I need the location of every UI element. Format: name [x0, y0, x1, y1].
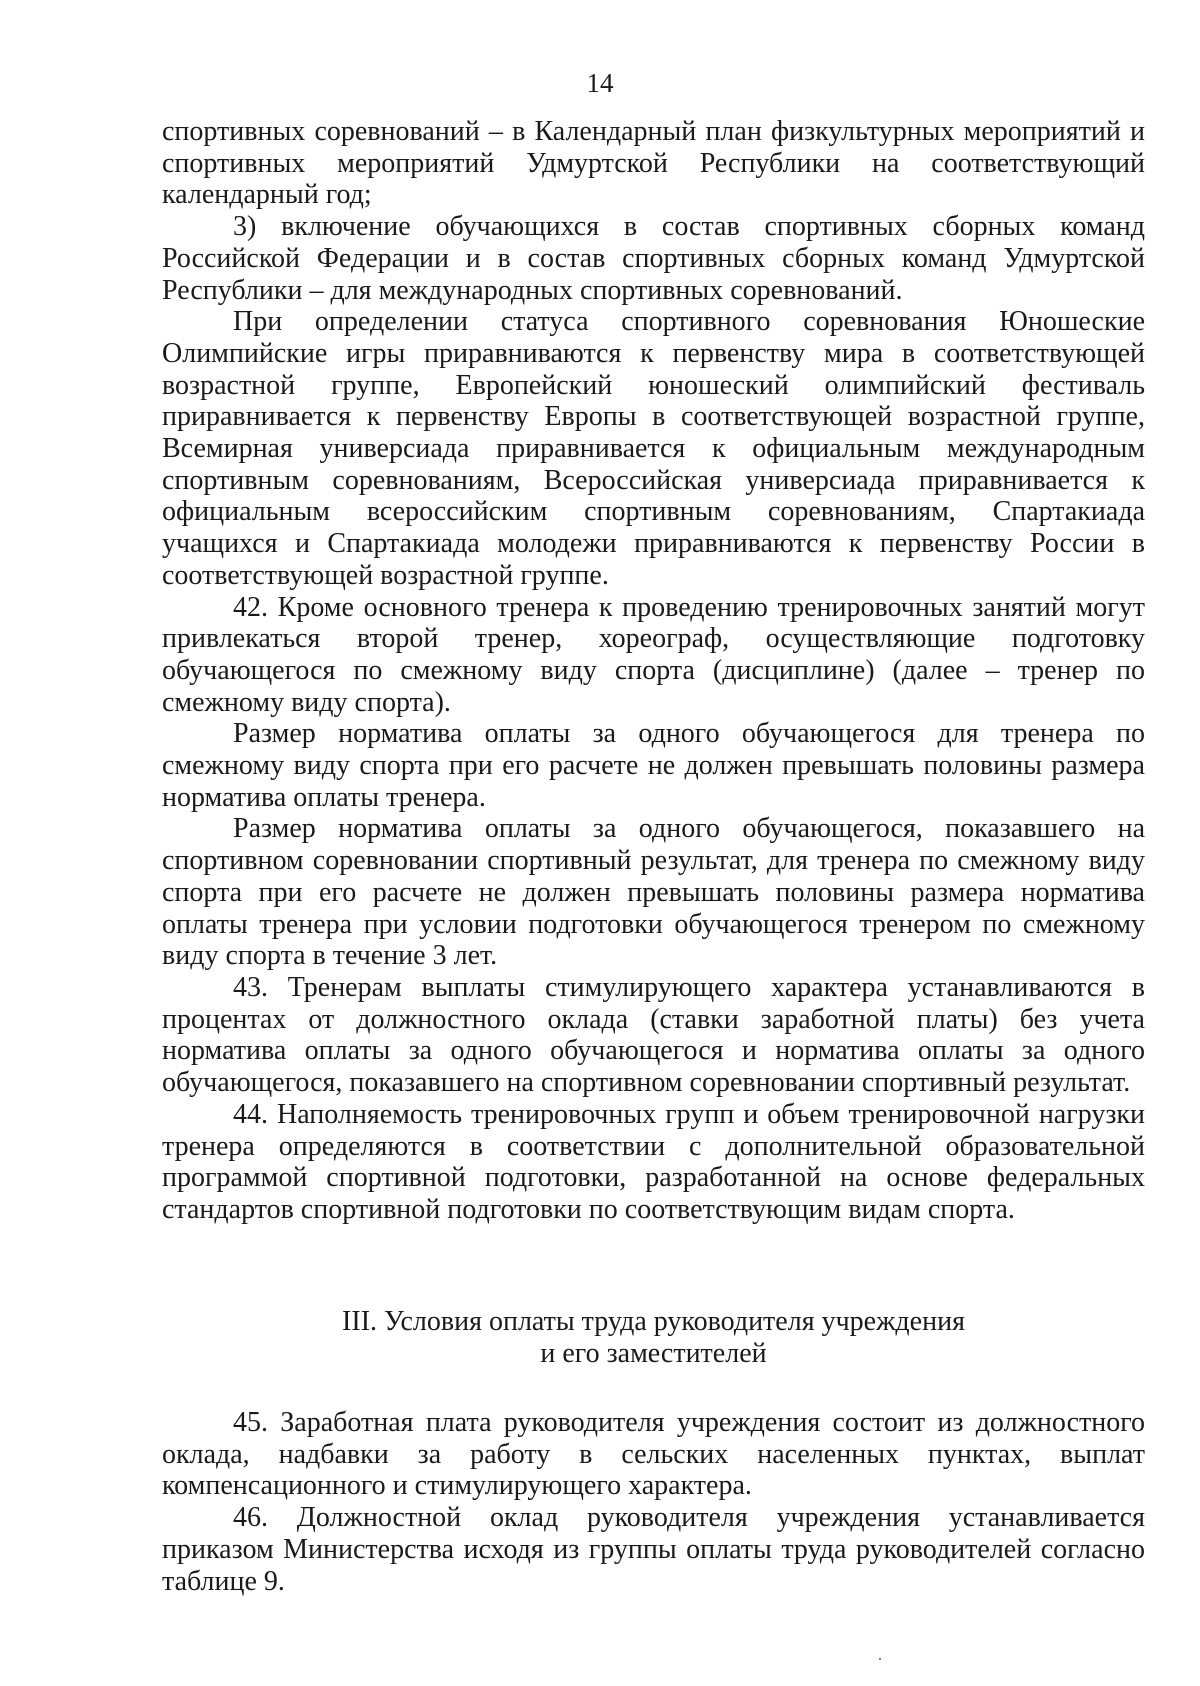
paragraph-46: 46. Должностной оклад руководителя учреждения устанавливается приказом Министерства исходя из группы оплаты труда руководителей согласно таблице 9.	[162, 1502, 1145, 1597]
paragraph-norm-size-result: Размер норматива оплаты за одного обучающегося, показавшего на спортивном соревновании спортивный результат, для тренера по смежному виду спорта при его расчете не должен превышать половины размера норматива оплаты тренера при условии подготовки обучающегося тренером по смежному виду спорта в течение 3 лет.	[162, 813, 1145, 972]
paragraph-continuation: спортивных соревнований – в Календарный план физкультурных мероприятий и спортивных мероприятий Удмуртской Республики на соответствующий календарный год;	[162, 116, 1145, 211]
section-heading-line-2: и его заместителей	[540, 1337, 767, 1369]
paragraph-45: 45. Заработная плата руководителя учреждения состоит из должностного оклада, надбавки за работу в сельских населенных пунктах, выплат компенсационного и стимулирующего характера.	[162, 1407, 1145, 1502]
text-block-continuation	[162, 116, 1145, 1226]
section-heading	[162, 1306, 1145, 1369]
paragraph-norm-size: Размер норматива оплаты за одного обучающегося для тренера по смежному виду спорта при его расчете не должен превышать половины размера норматива оплаты тренера.	[162, 718, 1145, 813]
paragraph-42: 42. Кроме основного тренера к проведению тренировочных занятий могут привлекаться второй тренер, хореограф, осуществляющие подготовку обучающегося по смежному виду спорта (дисциплине) (далее – тренер по смежному виду спорта).	[162, 591, 1145, 718]
paragraph-item-3: 3) включение обучающихся в состав спортивных сборных команд Российской Федерации и в состав спортивных сборных команд Удмуртской Республики – для международных спортивных соревнований.	[162, 211, 1145, 306]
text-block-section-iii	[162, 1407, 1145, 1597]
paragraph-44: 44. Наполняемость тренировочных групп и объем тренировочной нагрузки тренера определяются в соответствии с дополнительной образовательной программой спортивной подготовки, разработанной на основе федеральных стандартов спортивной подготовки по соответствующим видам спорта.	[162, 1098, 1145, 1225]
section-heading-line-1: III. Условия оплаты труда руководителя учреждения	[342, 1306, 965, 1337]
scan-speck	[879, 1658, 881, 1660]
paragraph-43: 43. Тренерам выплаты стимулирующего характера устанавливаются в процентах от должностного оклада (ставки заработной платы) без учета норматива оплаты за одного обучающегося и норматива оплаты за одного обучающегося, показавшего на спортивном соревновании спортивный результат.	[162, 971, 1145, 1099]
page-number: 14	[586, 68, 614, 98]
paragraph-status-equivalence: При определении статуса спортивного соревнования Юношеские Олимпийские игры приравниваются к первенству мира в соответствующей возрастной группе, Европейский юношеский олимпийский фестиваль приравнивается к первенству Европы в соответствующей возрастной группе, Всемирная универсиада приравнивается к официальным международным спортивным соревнованиям, Всероссийская универсиада приравнивается к официальным всероссийским спортивным соревнованиям, Спартакиада учащихся и Спартакиада молодежи приравниваются к первенству России в соответствующей возрастной группе.	[162, 306, 1145, 591]
